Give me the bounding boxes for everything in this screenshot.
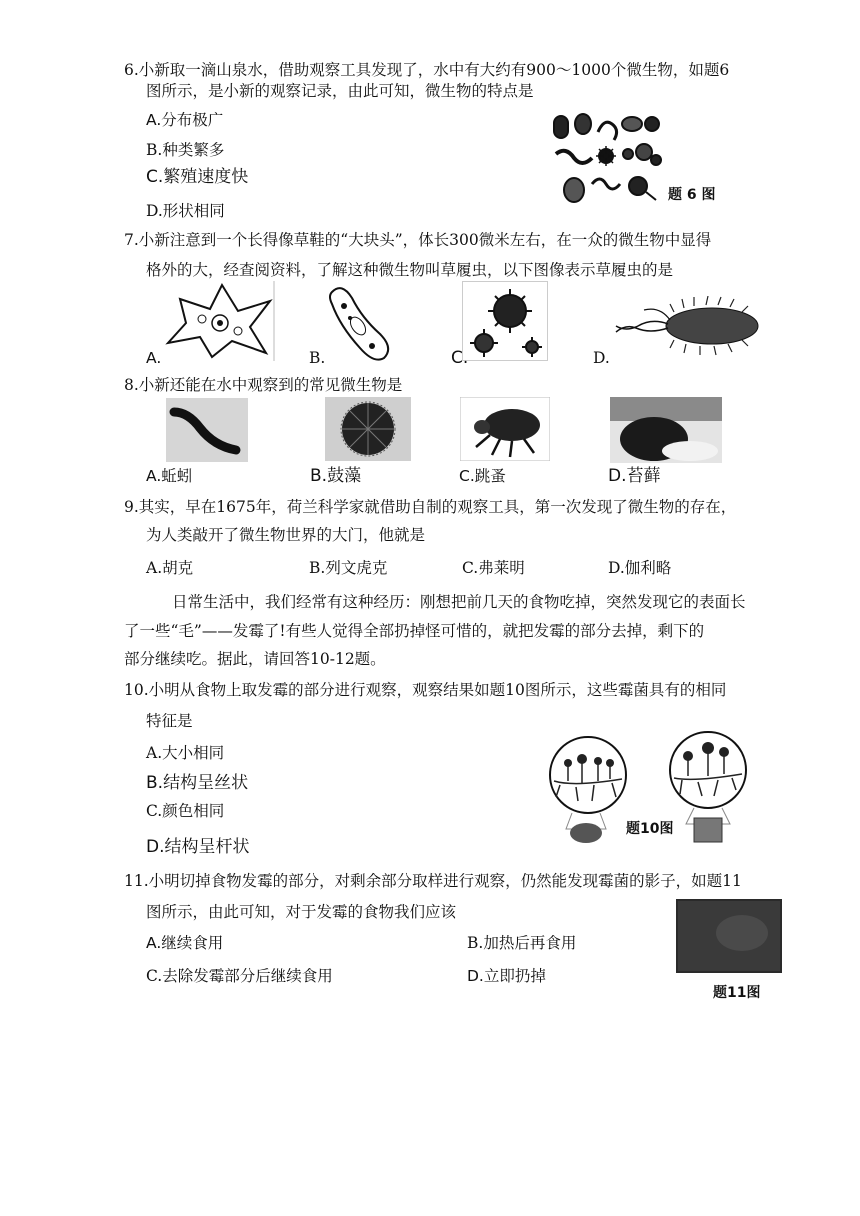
q11-option-d[interactable]: D.立即扔掉	[467, 967, 546, 985]
q8-option-b-desmid-image	[325, 397, 411, 461]
q10-option-d[interactable]: D.结构呈杆状	[146, 837, 250, 857]
q8-option-d-moss-image	[610, 397, 722, 463]
q10-stem-line2: 特征是	[146, 712, 193, 730]
q6-option-c[interactable]: C.繁殖速度快	[146, 167, 249, 187]
q7-option-b-paramecium-image	[324, 284, 394, 364]
q8-option-c[interactable]: C.跳蚤	[459, 467, 506, 485]
q9-option-b[interactable]: B.列文虎克	[309, 559, 388, 577]
q9-option-d[interactable]: D.伽利略	[608, 559, 672, 577]
q9-stem-line2: 为人类敲开了微生物世界的大门，他就是	[146, 526, 426, 544]
q9-stem-line1: 9.其实，早在1675年，荷兰科学家就借助自制的观察工具，第一次发现了微生物的存在，	[124, 498, 737, 516]
q6-stem-line2: 图所示，是小新的观察记录，由此可知，微生物的特点是	[146, 82, 534, 100]
q8-option-a[interactable]: A.蚯蚓	[146, 467, 193, 485]
q7-option-d[interactable]: D.	[593, 349, 610, 367]
q7-option-a-amoeba-image	[162, 281, 276, 361]
q7-option-a[interactable]: A.	[146, 349, 162, 367]
q10-mold-figure-right	[668, 728, 748, 844]
q6-option-d[interactable]: D.形状相同	[146, 202, 225, 220]
q11-option-b[interactable]: B.加热后再食用	[467, 934, 577, 952]
q6-option-a[interactable]: A.分布极广	[146, 111, 224, 129]
q11-stem-line2: 图所示，由此可知，对于发霉的食物我们应该	[146, 903, 457, 921]
q7-option-c[interactable]: C.	[451, 348, 469, 368]
q11-stem-line1: 11.小明切掉食物发霉的部分，对剩余部分取样进行观察，仍然能发现霉菌的影子，如题11	[124, 872, 742, 890]
q11-figure-caption: 题11图	[713, 985, 761, 1001]
q10-mold-figure-left	[546, 733, 636, 845]
q8-option-d[interactable]: D.苔藓	[608, 466, 661, 486]
q6-figure-caption: 题 6 图	[668, 187, 716, 203]
passage-line2: 了一些“毛”——发霉了!有些人觉得全部扔掉怪可惜的，就把发霉的部分去掉，剩下的	[124, 622, 705, 640]
q7-option-c-virus-image	[462, 281, 548, 361]
passage-line1: 日常生活中，我们经常有这种经历：刚想把前几天的食物吃掉，突然发现它的表面长	[172, 593, 746, 611]
q10-option-a[interactable]: A.大小相同	[146, 744, 225, 762]
q9-option-c[interactable]: C.弗莱明	[462, 559, 525, 577]
q10-option-b[interactable]: B.结构呈丝状	[146, 773, 249, 793]
q11-option-c[interactable]: C.去除发霉部分后继续食用	[146, 967, 333, 985]
q7-stem-line2: 格外的大，经查阅资料，了解这种微生物叫草履虫，以下图像表示草履虫的是	[146, 261, 674, 279]
passage-line3: 部分继续吃。据此，请回答10-12题。	[124, 650, 386, 668]
q11-mold-sample-image	[676, 899, 782, 973]
q10-stem-line1: 10.小明从食物上取发霉的部分进行观察，观察结果如题10图所示，这些霉菌具有的相同	[124, 681, 727, 699]
q10-option-c[interactable]: C.颜色相同	[146, 802, 225, 820]
q8-option-b[interactable]: B.鼓藻	[310, 466, 362, 486]
q8-option-a-earthworm-image	[166, 398, 248, 462]
q8-stem: 8.小新还能在水中观察到的常见微生物是	[124, 376, 403, 394]
q6-stem-line1: 6.小新取一滴山泉水，借助观察工具发现了，水中有大约有900～1000个微生物，如题6	[124, 61, 730, 79]
q10-figure-caption: 题10图	[626, 821, 674, 837]
q7-option-b[interactable]: B.	[309, 349, 326, 367]
q8-option-c-flea-image	[460, 397, 550, 461]
q6-option-b[interactable]: B.种类繁多	[146, 141, 225, 159]
q7-stem-line1: 7.小新注意到一个长得像草鞋的“大块头”，体长300微米左右，在一众的微生物中显得	[124, 231, 712, 249]
q6-microbe-figure	[548, 106, 664, 210]
q9-option-a[interactable]: A.胡克	[146, 559, 194, 577]
q11-option-a[interactable]: A.继续食用	[146, 934, 224, 952]
q7-option-d-bacterium-image	[614, 296, 764, 358]
